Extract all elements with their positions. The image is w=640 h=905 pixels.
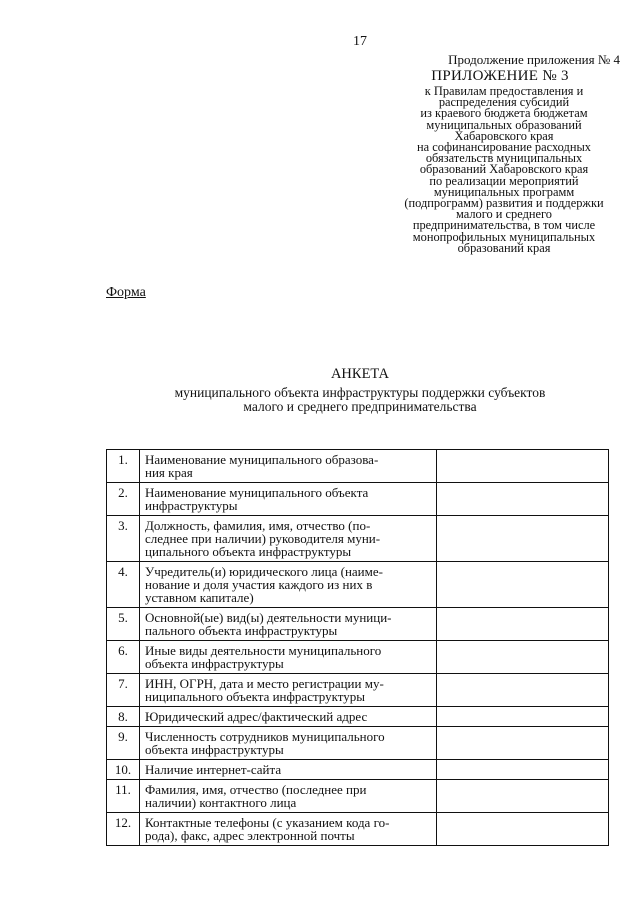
row-number: 9. — [107, 727, 140, 760]
table-row — [107, 760, 609, 780]
row-number: 4. — [107, 562, 140, 608]
row-value-field[interactable] — [437, 780, 609, 813]
row-number: 6. — [107, 641, 140, 674]
table-row — [107, 727, 609, 760]
row-label — [140, 780, 437, 813]
row-label — [140, 641, 437, 674]
table-row — [107, 562, 609, 608]
row-label — [140, 813, 437, 846]
row-value-field[interactable] — [437, 727, 609, 760]
row-label — [140, 707, 437, 727]
row-number: 10. — [107, 760, 140, 780]
row-number: 1. — [107, 450, 140, 483]
row-label-line: инфраструктуры — [145, 498, 238, 513]
row-label-line: наличии) контактного лица — [145, 795, 297, 810]
appendix-description-line: Хабаровского края — [454, 128, 554, 143]
page-number: 17 — [353, 34, 367, 49]
appendix-description — [392, 86, 616, 254]
row-label-line: ципального объекта инфраструктуры — [145, 544, 352, 559]
row-label-line: следнее при наличии) руководителя муни- — [145, 531, 381, 546]
appendix-description-line: обязательств муниципальных — [425, 151, 583, 166]
document-subtitle-line: муниципального объекта инфраструктуры поддержки субъектов — [174, 385, 546, 400]
row-label-line: пального объекта инфраструктуры — [145, 623, 338, 638]
row-label-line: Наименование муниципального образова- — [145, 452, 379, 467]
row-label — [140, 608, 437, 641]
table-row — [107, 707, 609, 727]
appendix-description-line: образований Хабаровского края — [419, 162, 589, 177]
row-label-line: Фамилия, имя, отчество (последнее при — [145, 782, 367, 797]
row-label-line: Контактные телефоны (с указанием кода го- — [145, 815, 390, 830]
row-label — [140, 483, 437, 516]
row-label-line: нование и доля участия каждого из них в — [145, 577, 373, 592]
appendix-description-line: распределения субсидий — [438, 95, 570, 110]
appendix-description-line: монопрофильных муниципальных — [412, 229, 596, 244]
table-row — [107, 674, 609, 707]
row-number: 2. — [107, 483, 140, 516]
row-number: 5. — [107, 608, 140, 641]
row-number: 11. — [107, 780, 140, 813]
row-value-field[interactable] — [437, 483, 609, 516]
document-subtitle-line: малого и среднего предпринимательства — [243, 399, 477, 414]
table-row — [107, 641, 609, 674]
row-label-line: Основной(ые) вид(ы) деятельности муници- — [145, 610, 392, 625]
appendix-description-line: образований края — [457, 240, 551, 255]
row-label — [140, 562, 437, 608]
row-number: 8. — [107, 707, 140, 727]
appendix-description-line: малого и среднего — [456, 207, 552, 222]
document-subtitle — [100, 386, 620, 414]
appendix-description-line: муниципальных программ — [433, 184, 575, 199]
table-row — [107, 813, 609, 846]
row-label-line: Наличие интернет-сайта — [145, 762, 282, 777]
table-row — [107, 450, 609, 483]
row-label — [140, 674, 437, 707]
table-row — [107, 483, 609, 516]
row-label-line: Должность, фамилия, имя, отчество (по- — [145, 518, 371, 533]
row-value-field[interactable] — [437, 516, 609, 562]
row-value-field[interactable] — [437, 674, 609, 707]
table-row — [107, 780, 609, 813]
table-row — [107, 516, 609, 562]
row-number: 7. — [107, 674, 140, 707]
row-number: 12. — [107, 813, 140, 846]
row-label-line: Учредитель(и) юридического лица (наиме- — [145, 564, 383, 579]
row-value-field[interactable] — [437, 813, 609, 846]
row-label — [140, 516, 437, 562]
row-label-line: ниципального объекта инфраструктуры — [145, 689, 366, 704]
row-label-line: рода), факс, адрес электронной почты — [145, 828, 355, 843]
row-value-field[interactable] — [437, 760, 609, 780]
row-value-field[interactable] — [437, 608, 609, 641]
appendix-title: ПРИЛОЖЕНИЕ № 3 — [431, 68, 569, 84]
questionnaire-table-body — [107, 450, 609, 846]
row-label-line: Юридический адрес/фактический адрес — [145, 709, 368, 724]
table-row — [107, 608, 609, 641]
row-label — [140, 727, 437, 760]
row-label-line: объекта инфраструктуры — [145, 656, 284, 671]
appendix-description-line: к Правилам предоставления и — [424, 84, 584, 98]
row-label-line: объекта инфраструктуры — [145, 742, 284, 757]
document-title: АНКЕТА — [330, 366, 390, 382]
row-label-line: Численность сотрудников муниципального — [145, 729, 385, 744]
row-number: 3. — [107, 516, 140, 562]
row-label-line: ния края — [145, 465, 193, 480]
appendix-description-line: муниципальных образований — [426, 117, 582, 132]
row-label — [140, 450, 437, 483]
row-value-field[interactable] — [437, 641, 609, 674]
row-label-line: Наименование муниципального объекта — [145, 485, 369, 500]
appendix-description-line: из краевого бюджета бюджетам — [420, 106, 588, 121]
row-value-field[interactable] — [437, 450, 609, 483]
row-label-line: уставном капитале) — [145, 590, 254, 605]
row-label-line: Иные виды деятельности муниципального — [145, 643, 382, 658]
form-label: Форма — [106, 285, 146, 300]
row-value-field[interactable] — [437, 562, 609, 608]
row-label — [140, 760, 437, 780]
appendix-description-line: (подпрограмм) развития и поддержки — [404, 196, 604, 211]
appendix-description-line: по реализации мероприятий — [429, 173, 579, 188]
row-value-field[interactable] — [437, 707, 609, 727]
row-label-line: ИНН, ОГРН, дата и место регистрации му- — [145, 676, 384, 691]
appendix-description-line: на софинансирование расходных — [417, 140, 591, 155]
questionnaire-table — [106, 449, 609, 846]
appendix-description-line: предпринимательства, в том числе — [412, 218, 596, 233]
continuation-note: Продолжение приложения № 4 — [448, 52, 620, 67]
